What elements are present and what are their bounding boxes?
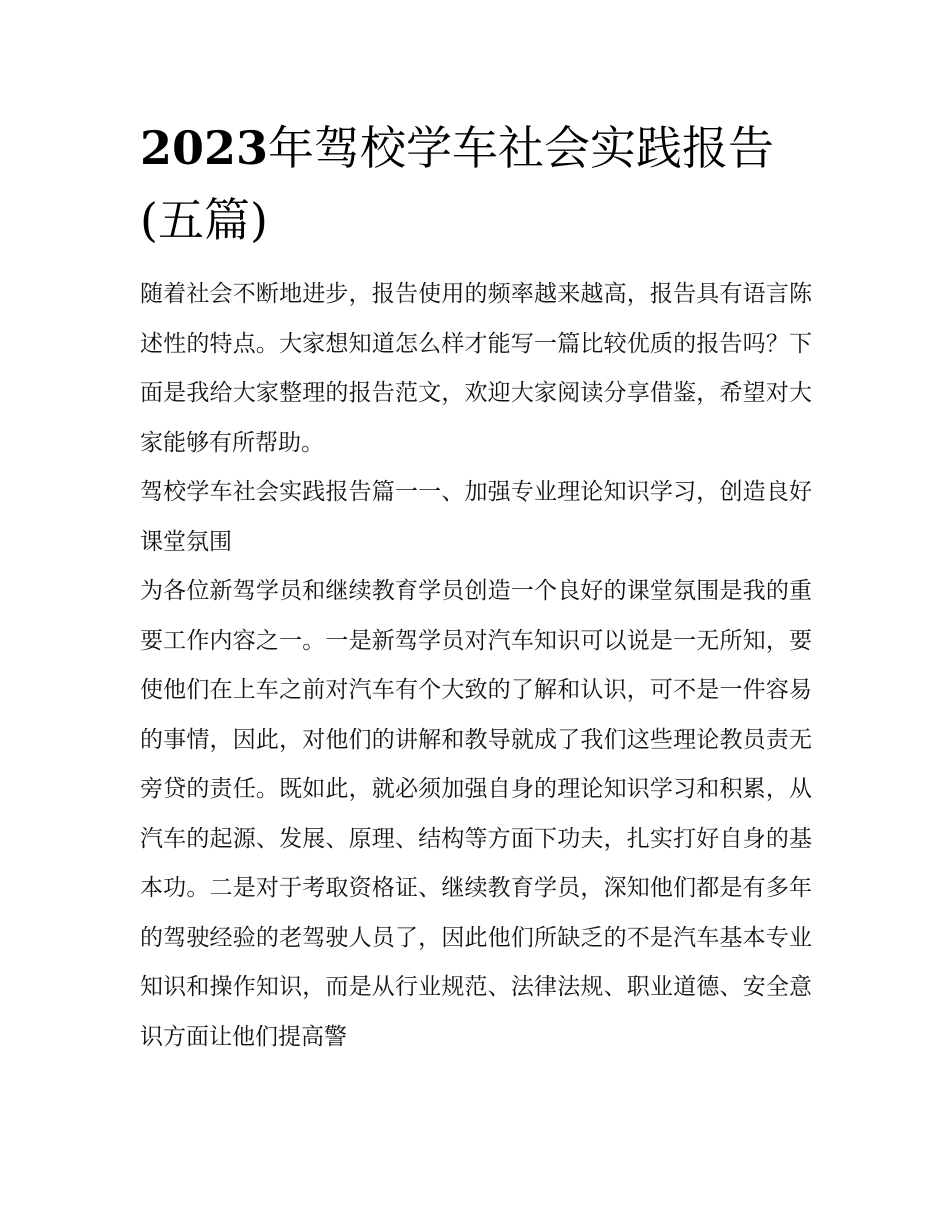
title-year: 2023: [140, 121, 269, 175]
section-heading-paragraph: 驾校学车社会实践报告篇一一、加强专业理论知识学习，创造良好课堂氛围: [140, 479, 812, 555]
document-title: [140, 112, 812, 256]
document-body: [140, 270, 812, 1062]
body-paragraph: 为各位新驾学员和继续教育学员创造一个良好的课堂氛围是我的重要工作内容之一。一是新驾学员对汽车知识可以说是一无所知，要使他们在上车之前对汽车有个大致的了解和认识，可不是一件容易的事情，因此，对他们的讲解和教导就成了我们这些理论教员责无旁贷的责任。既如此，就必须加强自身的理论知识学习和积累，从汽车的起源、发展、原理、结构等方面下功夫，扎实打好自身的基本功。二是对于考取资格证、继续教育学员，深知他们都是有多年的驾驶经验的老驾驶人员了，因此他们所缺乏的不是汽车基本专业知识和操作知识，而是从行业规范、法律法规、职业道德、安全意识方面让他们提高警: [140, 578, 812, 1050]
document-page: [140, 112, 812, 1062]
intro-paragraph: 随着社会不断地进步，报告使用的频率越来越高，报告具有语言陈述性的特点。大家想知道怎么样才能写一篇比较优质的报告吗？下面是我给大家整理的报告范文，欢迎大家阅读分享借鉴，希望对大家能够有所帮助。: [140, 281, 812, 456]
title-text: 年驾校学车社会实践报告(五篇): [140, 121, 775, 247]
